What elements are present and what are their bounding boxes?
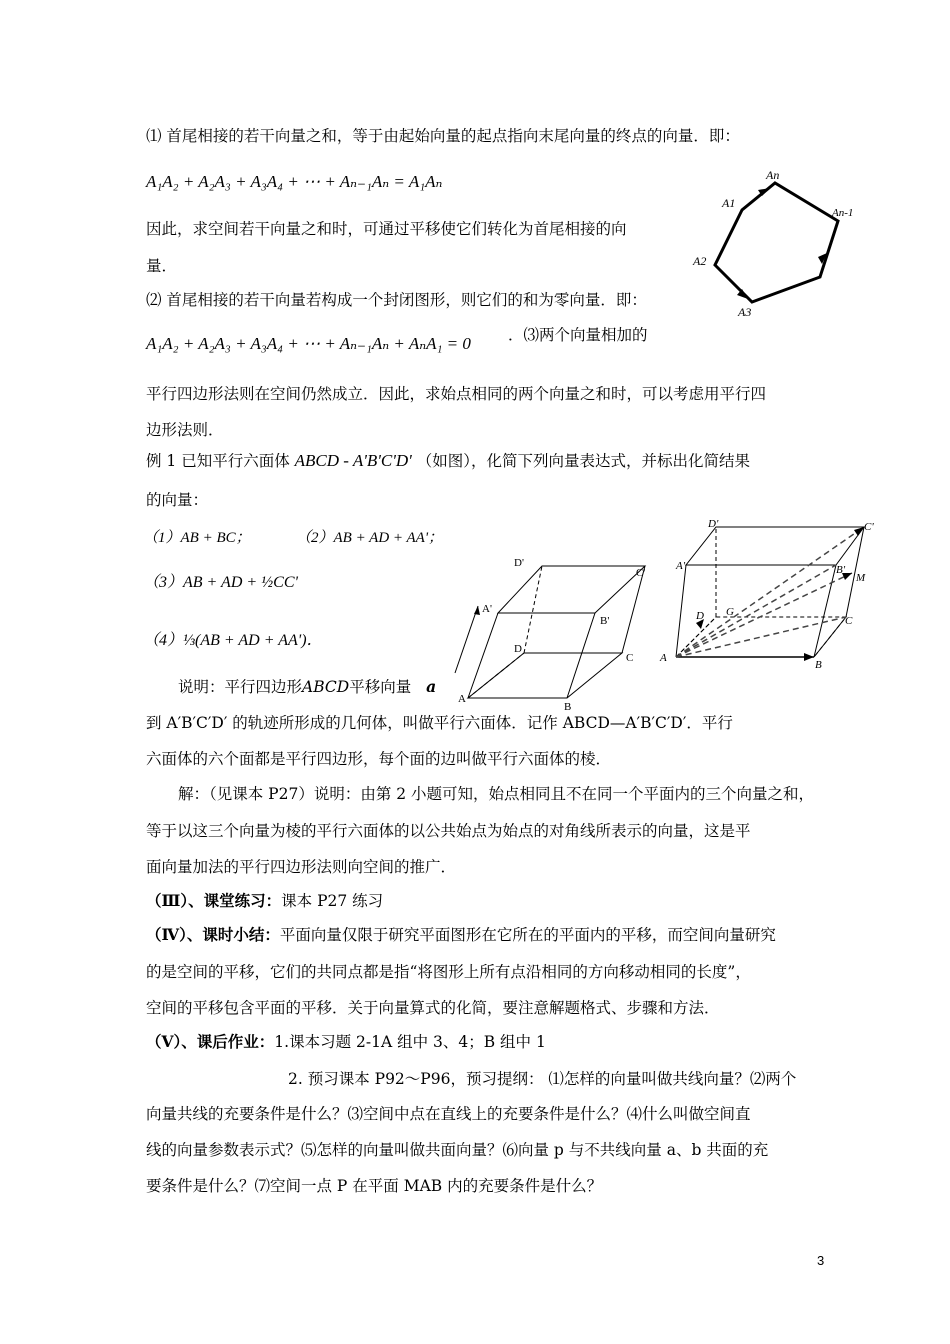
label-d: D	[514, 643, 522, 655]
solution-line-1: 解：（见课本 P27）说明：由第 2 小题可知，始点相同且不在同一个平面内的三个向量之和，	[178, 785, 815, 803]
question-3: （3）AB + AD + ½CC'	[143, 574, 298, 591]
section-4-line-3: 空间的平移包含平面的平移．关于向量算式的化简，要注意解题格式、步骤和方法．	[146, 999, 720, 1017]
label-a: A	[458, 693, 466, 705]
label-c-prime: C'	[636, 567, 646, 579]
label-b-prime: B'	[600, 615, 610, 627]
paragraph-2b: 量．	[146, 257, 178, 275]
arrow-icon	[804, 653, 814, 661]
section-3-text: 课本 P27 练习	[281, 892, 384, 910]
section-5-text: 1.课本习题 2-1A 组中 3、4；B 组中 1	[274, 1033, 546, 1051]
paragraph-4a: 平行四边形法则在空间仍然成立．因此，求始点相同的两个向量之和时，可以考虑用平行四	[146, 385, 767, 403]
label-a: A	[660, 652, 667, 664]
note-line-3: 六面体的六个面都是平行四边形，每个面的边叫做平行六面体的棱．	[146, 750, 612, 768]
label-g: G	[726, 606, 734, 618]
label-a3: A3	[738, 305, 752, 319]
label-a2: A2	[693, 254, 707, 268]
label-m: M	[856, 572, 866, 584]
section-3	[146, 891, 383, 911]
section-4-heading: （Ⅳ）、课时小结：	[146, 925, 280, 944]
label-an: An	[766, 168, 780, 182]
label-an-1: An-1	[832, 207, 854, 219]
paragraph-1: ⑴ 首尾相接的若干向量之和，等于由起始向量的起点指向末尾向量的终点的向量．即：	[146, 127, 740, 145]
label-a-prime: A'	[676, 560, 686, 572]
homework-2-line-2: 向量共线的充要条件是什么？⑶空间中点在直线上的充要条件是什么？⑷什么叫做空间直	[146, 1105, 751, 1123]
label-c: C	[845, 615, 853, 627]
note-line-1	[178, 677, 436, 697]
parallelepiped-figure	[450, 558, 650, 713]
polygon-figure	[690, 165, 860, 320]
homework-2-line-3: 线的向量参数表示式？⑸怎样的向量叫做共面向量？⑹向量 p 与不共线向量 a、b 共面的充	[146, 1141, 769, 1159]
section-4	[146, 925, 776, 945]
example-1-suffix: （如图），化简下列向量表达式，并标出化简结果	[416, 452, 751, 470]
section-3-heading: （Ⅲ）、课堂练习：	[146, 891, 282, 910]
diagonal-figure	[656, 515, 886, 675]
note-prefix: 说明：平行四边形	[178, 678, 303, 696]
label-b-prime: B'	[836, 564, 846, 576]
label-b: B	[815, 659, 822, 671]
homework-2-line-4: 要条件是什么？⑺空间一点 P 在平面 MAB 内的充要条件是什么？	[146, 1177, 603, 1195]
note-vector-a: a	[426, 677, 437, 696]
label-c: C	[626, 652, 634, 664]
equation-2-tail: ．⑶两个向量相加的	[508, 326, 648, 344]
example-1-prefix: 例 1 已知平行六面体	[146, 452, 290, 470]
equation-2: A₁A₂ + A₂A₃ + A₃A₄ + ⋯ + Aₙ₋₁Aₙ + AₙA₁ = 0	[146, 334, 471, 353]
homework-2-line-1: 2. 预习课本 P92～P96，预习提纲： ⑴怎样的向量叫做共线向量？⑵两个	[288, 1070, 797, 1088]
note-mid: 平移向量	[349, 678, 412, 696]
section-5	[146, 1032, 546, 1052]
question-4: （4）⅓(AB + AD + AA')．	[143, 632, 323, 649]
question-1: （1）AB + BC；	[143, 530, 251, 546]
example-1-line	[146, 451, 750, 471]
arrow-icon	[474, 606, 480, 615]
solution-line-2: 等于以这三个向量为棱的平行六面体的以公共始点为始点的对角线所表示的向量，这是平	[146, 822, 751, 840]
label-d: D	[696, 610, 704, 622]
section-4-line-2: 的是空间的平移，它们的共同点都是指“将图形上所有点沿相同的方向移动相同的长度”，	[146, 963, 751, 981]
solution-line-3: 面向量加法的平行四边形法则向空间的推广．	[146, 858, 457, 876]
paragraph-2a: 因此，求空间若干向量之和时，可通过平移使它们转化为首尾相接的向	[146, 220, 627, 238]
note-line-2: 到 A′B′C′D′ 的轨迹所形成的几何体，叫做平行六面体．记作 ABCD—A′B′C′D′．平行	[146, 714, 733, 732]
section-4-text-1: 平面向量仅限于研究平面图形在它所在的平面内的平移，而空间向量研究	[279, 926, 776, 944]
equation-1: A₁A₂ + A₂A₃ + A₃A₄ + ⋯ + Aₙ₋₁Aₙ = A₁Aₙ	[146, 172, 443, 191]
note-abcd: ABCD	[302, 678, 350, 696]
label-a-prime: A'	[482, 603, 492, 615]
label-b: B	[564, 701, 572, 713]
paragraph-3: ⑵ 首尾相接的若干向量若构成一个封闭图形，则它们的和为零向量．即：	[146, 291, 647, 309]
paragraph-4b: 边形法则．	[146, 421, 224, 439]
question-2: （2）AB + AD + AA'；	[296, 530, 444, 546]
example-1-tail: 的向量：	[146, 491, 209, 509]
section-5-heading: （Ⅴ）、课后作业：	[146, 1032, 275, 1051]
label-d-prime: D'	[514, 558, 524, 569]
example-1-solid: ABCD - A'B'C'D'	[294, 451, 412, 470]
page-number: 3	[817, 1253, 825, 1268]
label-c-prime: C'	[864, 521, 874, 533]
label-d-prime: D'	[708, 518, 719, 530]
label-a1: A1	[722, 196, 736, 210]
